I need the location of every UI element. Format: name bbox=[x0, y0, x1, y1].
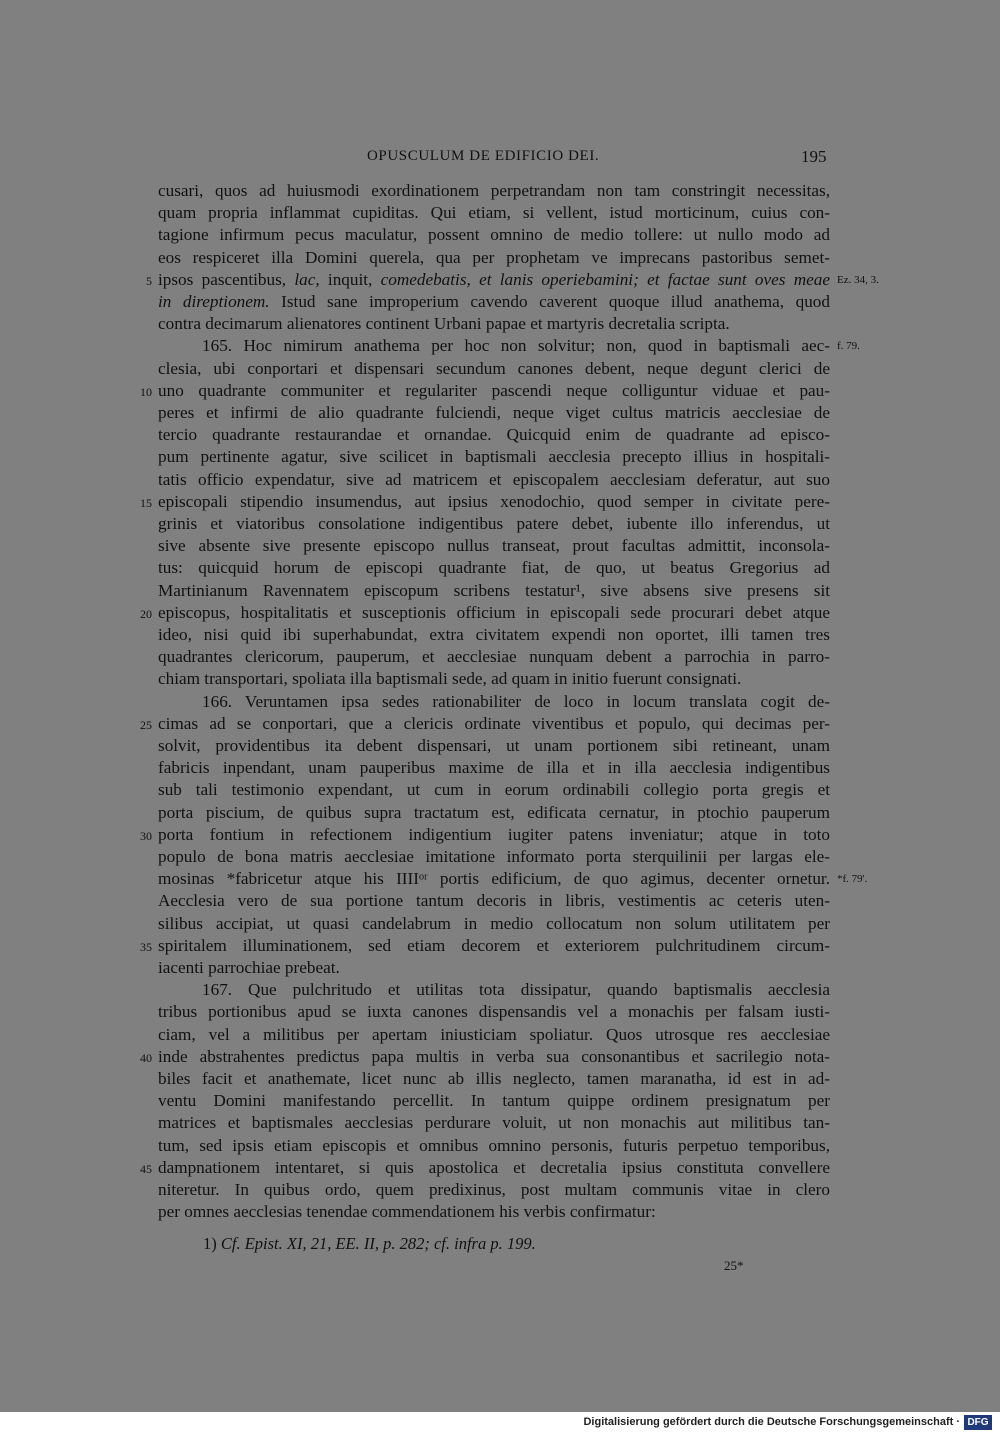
text-line bbox=[158, 846, 830, 868]
page-number: 195 bbox=[801, 147, 827, 166]
text-line bbox=[158, 935, 830, 957]
text-line bbox=[158, 1046, 830, 1068]
text-line bbox=[158, 202, 830, 224]
text-line bbox=[158, 335, 830, 357]
text-line bbox=[158, 1179, 830, 1201]
text-line bbox=[158, 580, 830, 602]
margin-reference: *f. 79'. bbox=[837, 873, 868, 886]
text-run: silibus accipiat, ut quasi candelabrum in medio collocatum non solum utilitatem per bbox=[158, 913, 830, 933]
text-run: Istud sane improperium cavendo caverent quoque illud anathema, quod bbox=[269, 292, 830, 311]
text-line bbox=[158, 513, 830, 535]
text-run: fabricis inpendant, unam pauperibus maxime de illa et in illa aecclesia indigentibus bbox=[158, 758, 830, 778]
text-line bbox=[158, 890, 830, 912]
text-run: Martinianum Ravennatem episcopum scribens testatur¹, sive absens sive presens sit bbox=[158, 580, 830, 600]
text-run: ideo, nisi quid ibi superhabundat, extra civitatem expendi non oportet, illi tamen tres bbox=[158, 625, 830, 644]
text-run: episcopali stipendio insumendus, aut ipsius xenodochio, quod semper in civitate pere- bbox=[158, 491, 830, 511]
text-run: cimas ad se conportari, que a clericis ordinate viventibus et populo, qui decimas per- bbox=[158, 713, 830, 733]
signature-mark: 25* bbox=[724, 1258, 744, 1273]
text-run: uno quadrante communiter et regulariter pascendi neque colliguntur viduae et pau- bbox=[158, 380, 830, 400]
text-line bbox=[158, 824, 830, 846]
text-run: quadrantes clericorum, pauperum, et aecclesiae nunquam debent a parrochia in parro- bbox=[158, 647, 830, 667]
text-line bbox=[158, 535, 830, 557]
text-run: populo de bona matris aecclesiae imitatione informato porta sterquilinii per largas ele- bbox=[158, 847, 830, 866]
text-line bbox=[158, 979, 830, 1001]
text-run: clesia, ubi conportari et dispensari secundum canones debent, neque degunt clerici de bbox=[158, 358, 830, 378]
text-line bbox=[158, 668, 830, 690]
text-run: episcopus, hospitalitatis et susceptionis officium in episcopali sede procurari debet atque bbox=[158, 602, 830, 622]
text-line bbox=[158, 247, 830, 269]
text-run: porta fontium in refectionem indigentium iugiter patens inveniatur; atque in toto bbox=[158, 824, 830, 844]
line-number: 20 bbox=[140, 606, 152, 621]
text-line bbox=[158, 1112, 830, 1134]
text-run: sive absente sive presente episcopo nullus transeat, prout facultas admittit, inconsola- bbox=[158, 536, 830, 556]
text-line bbox=[158, 735, 830, 757]
text-run: ciam, vel a militibus per apertam iniusticiam spoliatur. Quos utrosque res aecclesiae bbox=[158, 1024, 830, 1044]
text-line bbox=[158, 291, 830, 313]
text-run: iacenti parrochiae prebeat. bbox=[158, 958, 340, 977]
text-run: sub tali testimonio expendant, ut cum in eorum ordinabili collegio porta gregis et bbox=[158, 780, 830, 800]
text-run: 165. Hoc nimirum anathema per hoc non solvitur; non, quod in baptismali aec- bbox=[202, 336, 830, 356]
line-number: 40 bbox=[140, 1050, 152, 1065]
text-line bbox=[158, 624, 830, 646]
text-line bbox=[158, 713, 830, 735]
italic-quote: lac, bbox=[294, 269, 320, 289]
text-run: dampnationem intentaret, si quis apostolica et decretalia ipsius constituta convellere bbox=[158, 1157, 830, 1177]
text-run: quam propria inflammat cupiditas. Qui etiam, si vellent, istud morticinum, cuius con- bbox=[158, 203, 830, 223]
text-line bbox=[158, 491, 830, 513]
text-run: niteretur. In quibus ordo, quem predixinus, post multam communis vitae in clero bbox=[158, 1180, 830, 1199]
text-run: chiam transportari, spoliata illa baptismali sede, ad quam in initio fuerunt consignati. bbox=[158, 669, 742, 689]
text-line bbox=[158, 1157, 830, 1179]
text-run: Aecclesia vero de sua portione tantum decoris in libris, vestimentis ac ceteris uten- bbox=[158, 891, 830, 911]
text-line bbox=[158, 313, 830, 335]
margin-reference: Ez. 34, 3. bbox=[837, 273, 879, 286]
text-line bbox=[158, 224, 830, 246]
text-line bbox=[158, 1090, 830, 1112]
text-run: tagione infirmum pecus maculatur, possent omnino de medio tollere: ut nullo modo ad bbox=[158, 225, 830, 245]
running-head-title: OPUSCULUM DE EDIFICIO DEI. bbox=[367, 148, 600, 164]
text-line bbox=[158, 1068, 830, 1090]
text-run: tus: quicquid horum de episcopi quadrante fiat, de quo, ut beatus Gregorius ad bbox=[158, 558, 830, 578]
text-run: 167. Que pulchritudo et utilitas tota dissipatur, quando baptismalis aecclesia bbox=[202, 980, 830, 1000]
italic-quote: in direptionem. bbox=[158, 292, 270, 311]
text-line bbox=[158, 180, 830, 202]
text-line bbox=[158, 380, 830, 402]
text-line bbox=[158, 913, 830, 935]
text-run: contra decimarum alienatores continent Urbani papae et martyris decretalia scripta. bbox=[158, 314, 730, 334]
line-number: 45 bbox=[140, 1161, 152, 1176]
text-run: eos respiceret illa Domini querela, qua per prophetam ve imprecans pastoribus semet- bbox=[158, 247, 830, 267]
text-line bbox=[158, 957, 830, 979]
text-run: matrices et baptismales aecclesias perdurare voluit, ut non monachis aut militibus tan- bbox=[158, 1113, 830, 1133]
text-line bbox=[158, 1024, 830, 1046]
text-run: grinis et viatoribus consolatione indigentibus patere debet, iubente illo inferendus, ut bbox=[158, 514, 830, 533]
text-line bbox=[158, 646, 830, 668]
text-run: inquit, bbox=[319, 269, 381, 289]
footnote-text: Cf. Epist. XI, 21, EE. II, p. 282; cf. infra p. 199. bbox=[220, 1234, 536, 1253]
text-run: pum pertinente agatur, sive scilicet in baptismali aecclesia precepto illius in hospitali- bbox=[158, 447, 830, 467]
text-line bbox=[158, 602, 830, 624]
footer-bar bbox=[0, 1412, 1000, 1434]
text-run: 166. Veruntamen ipsa sedes rationabiliter de loco in locum translata cogit de- bbox=[202, 691, 830, 711]
line-number: 15 bbox=[140, 495, 152, 510]
text-run: ipsos pascentibus, bbox=[158, 269, 295, 289]
text-run: ventu Domini manifestando percellit. In tantum quippe ordinem presignatum per bbox=[158, 1091, 830, 1111]
line-number: 35 bbox=[140, 939, 152, 954]
footnote bbox=[203, 1234, 536, 1254]
text-line bbox=[158, 1001, 830, 1023]
text-line bbox=[158, 446, 830, 468]
line-number: 25 bbox=[140, 717, 152, 732]
text-line bbox=[158, 557, 830, 579]
text-run: peres et infirmi de alio quadrante fulciendi, neque viget cultus matricis aecclesiae de bbox=[158, 403, 830, 422]
line-number: 5 bbox=[146, 273, 152, 288]
dfg-logo: DFG bbox=[964, 1415, 992, 1430]
text-line bbox=[158, 358, 830, 380]
text-run: per omnes aecclesias tenendae commendationem his verbis confirmatur: bbox=[158, 1202, 656, 1222]
line-number: 10 bbox=[140, 384, 152, 399]
text-run: spiritalem illuminationem, sed etiam decorem et exteriorem pulchritudinem circum- bbox=[158, 935, 830, 955]
italic-quote: comedebatis, et lanis operiebamini; et factae sunt oves meae bbox=[380, 269, 830, 289]
text-line bbox=[158, 691, 830, 713]
text-run: porta piscium, de quibus supra tractatum est, edificata cernatur, in ptochio pauperum bbox=[158, 802, 830, 822]
text-line bbox=[158, 757, 830, 779]
text-run: tercio quadrante restaurandae et ornandae. Quicquid enim de quadrante ad episco- bbox=[158, 425, 830, 445]
text-run: tribus portionibus apud se iuxta canones dispensandis vel a monachis per falsam iusti- bbox=[158, 1002, 830, 1022]
text-line bbox=[158, 402, 830, 424]
text-line bbox=[158, 779, 830, 801]
margin-reference: f. 79. bbox=[837, 340, 860, 353]
text-run: inde abstrahentes predictus papa multis in verba sua consonantibus et sacrilegio nota- bbox=[158, 1046, 830, 1066]
funding-notice: Digitalisierung gefördert durch die Deutsche Forschungsgemeinschaft · bbox=[583, 1416, 960, 1428]
text-run: tum, sed ipsis etiam episcopis et omnibus omnino personis, futuris perpetuo temporibus, bbox=[158, 1135, 830, 1155]
text-line bbox=[158, 424, 830, 446]
text-run: tatis officio expendatur, sive ad matricem et episcopalem aecclesiam deferatur, aut suo bbox=[158, 469, 830, 489]
text-line bbox=[158, 1201, 830, 1223]
footnote-number: 1) bbox=[203, 1234, 217, 1253]
text-line bbox=[158, 1135, 830, 1157]
text-line bbox=[158, 269, 830, 291]
text-line bbox=[158, 469, 830, 491]
text-run: biles facit et anathemate, licet nunc ab illis neglecto, tamen maranatha, id est in ad- bbox=[158, 1069, 830, 1088]
text-line bbox=[158, 802, 830, 824]
text-run: solvit, providentibus ita debent dispensari, ut unam portionem sibi retineant, unam bbox=[158, 736, 830, 755]
text-run: mosinas *fabricetur atque his IIIIᵒʳ portis edificium, de quo agimus, decenter ornetur. bbox=[158, 869, 830, 889]
text-line bbox=[158, 868, 830, 890]
text-run: cusari, quos ad huiusmodi exordinationem perpetrandam non tam constringit necessitas, bbox=[158, 181, 830, 200]
line-number: 30 bbox=[140, 828, 152, 843]
